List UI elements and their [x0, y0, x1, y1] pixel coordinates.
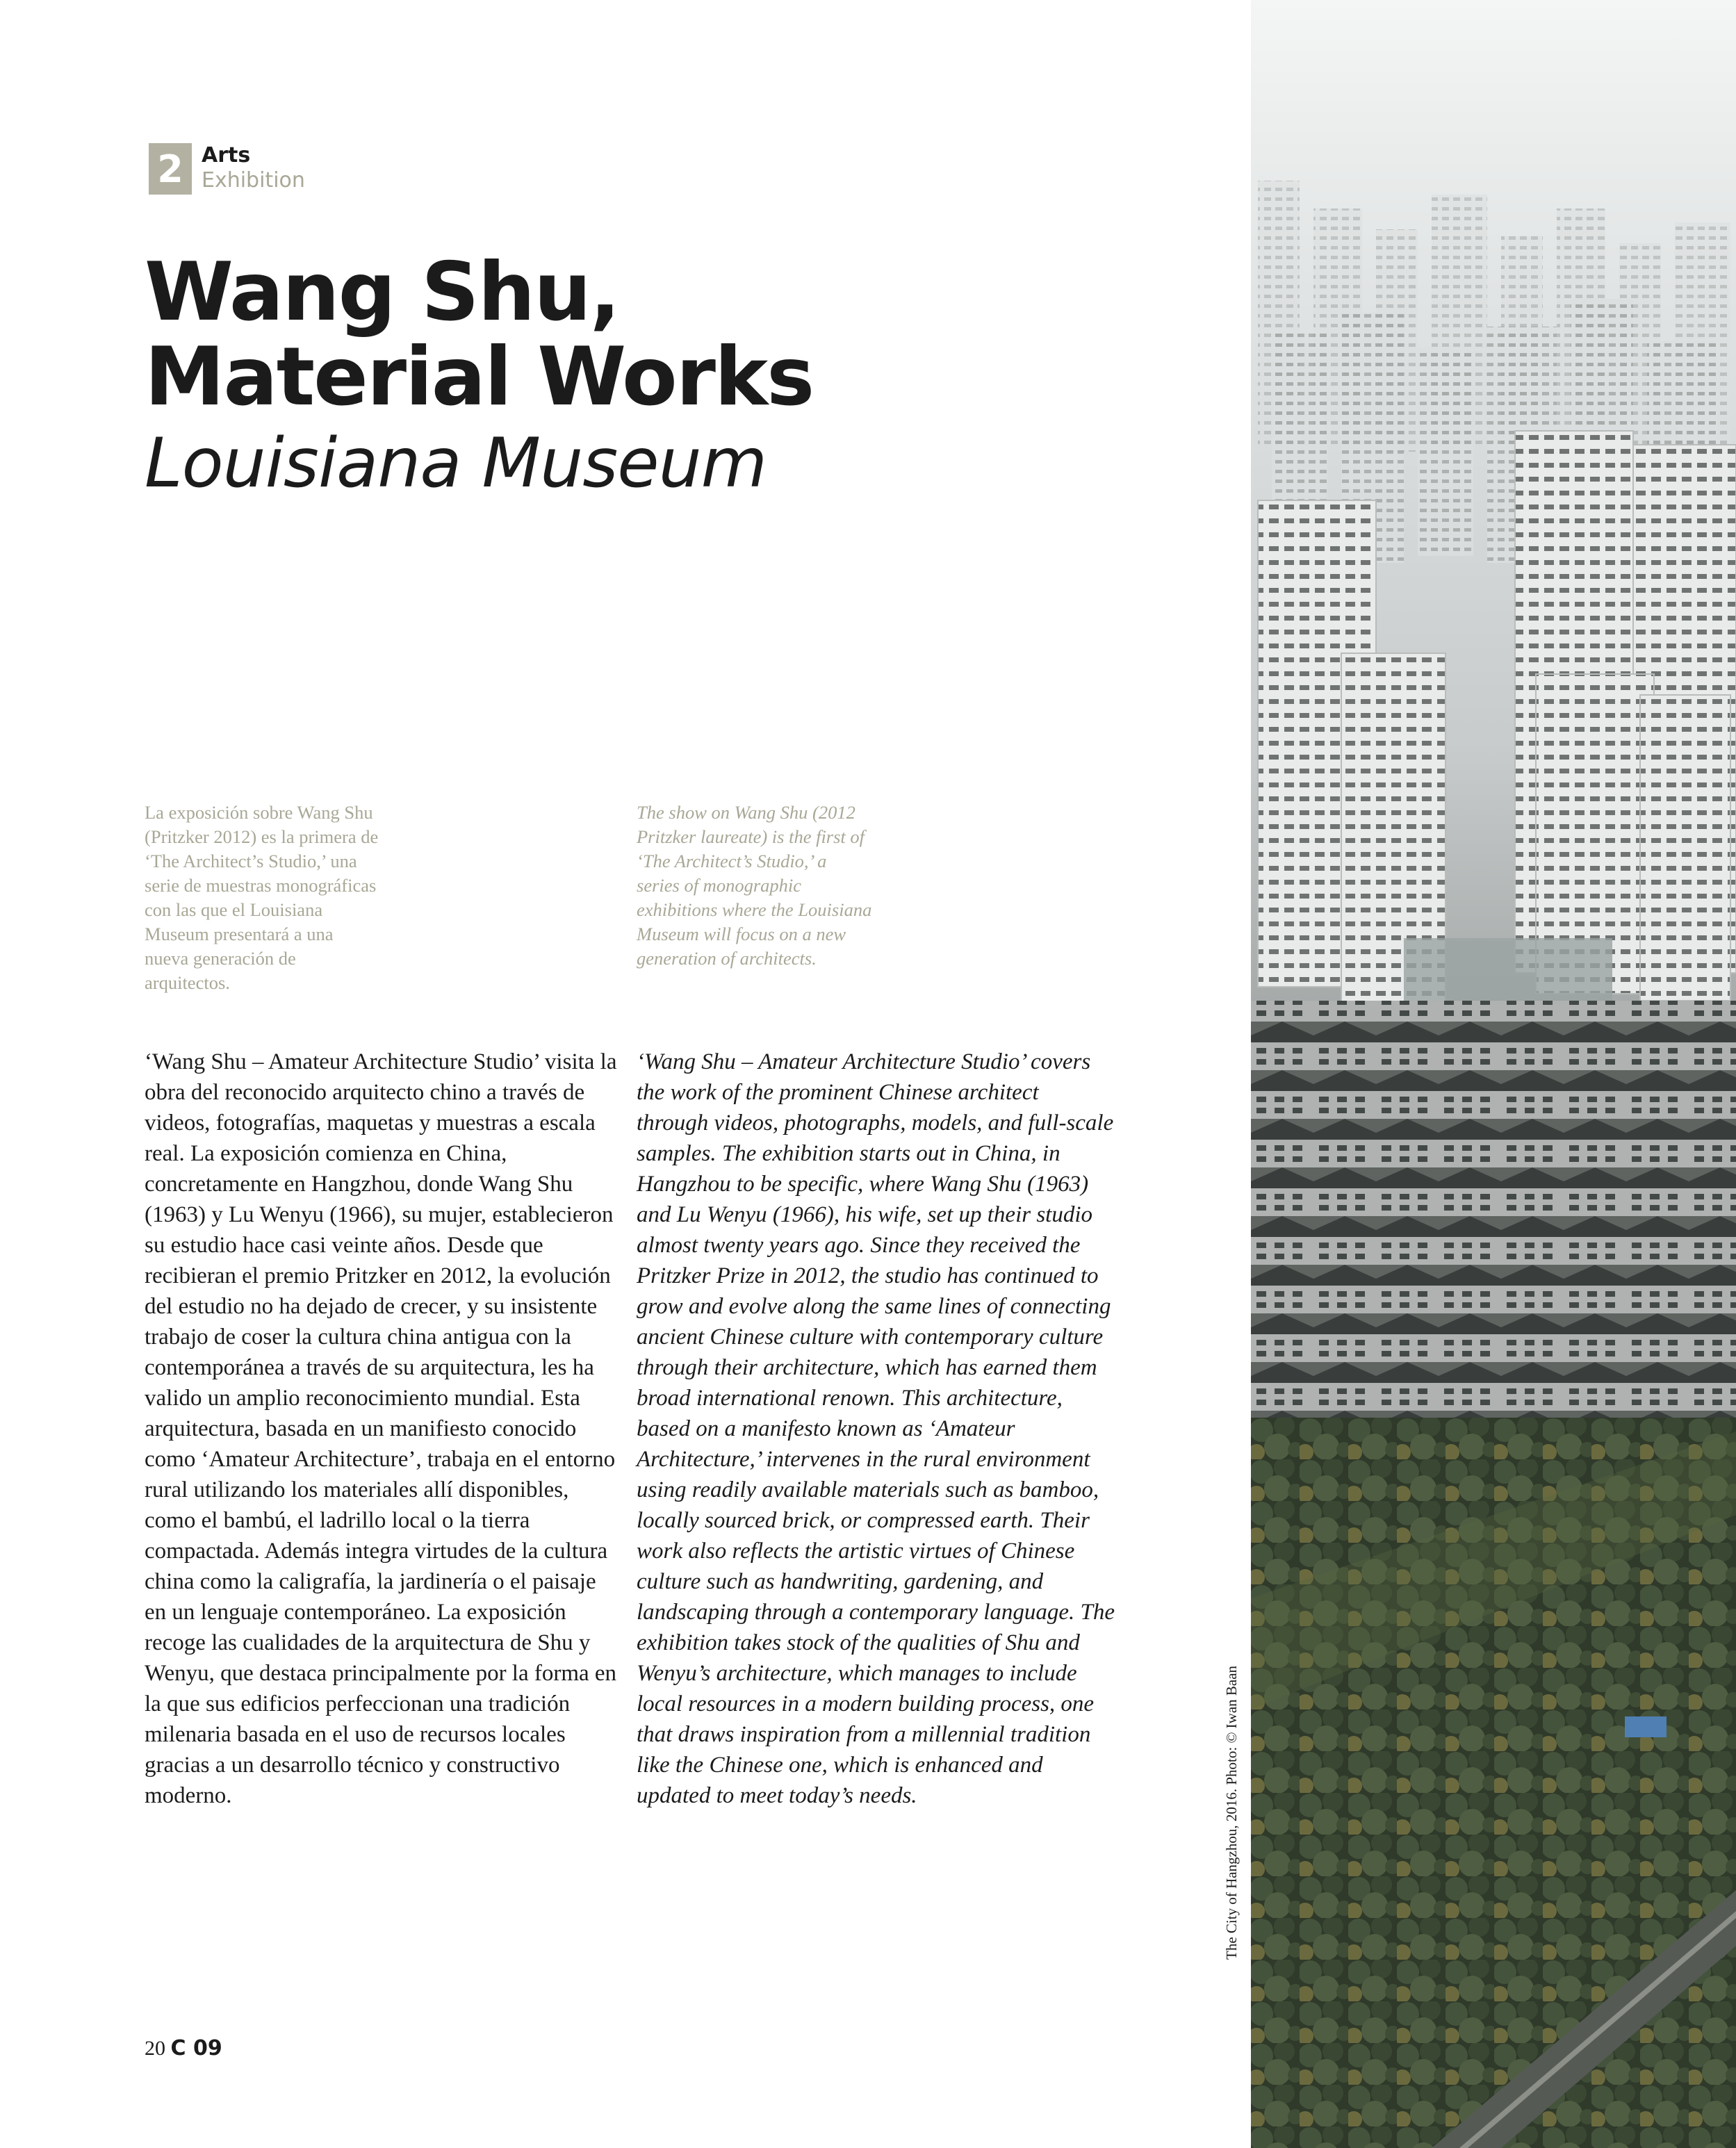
- title-line-2: Material Works: [145, 330, 814, 424]
- section-number: 2: [149, 143, 192, 195]
- intro-spanish: [145, 801, 381, 995]
- section-subcategory: Exhibition: [202, 168, 305, 192]
- title-subtitle: Louisiana Museum: [145, 424, 767, 503]
- magazine-issue: C 09: [170, 2036, 222, 2060]
- section-marker: [149, 143, 305, 195]
- body-spanish-text: ‘Wang Shu – Amateur Architecture Studio’ visita la obra del reconocido arquitecto chino a través de videos, fotografías, maquetas y muestras a escala real. La exposición comienza en China, concretamente en Hangzhou, donde Wang Shu (1963) y Lu Wenyu (1966), su mujer, establecieron su estudio hace casi veinte años. Desde que recibieran el premio Pritzker en 2012, la evolución del estudio no ha dejado de crecer, y su insistente trabajo de coser la cultura china antigua con la contemporánea a través de su arquitectura, les ha valido un amplio reconocimiento mundial. Esta arquitectura, basada en un manifiesto conocido como ‘Amateur Architecture’, trabaja en el entorno rural utilizando los materiales allí disponibles, como el bambú, el ladrillo local o la tierra compactada. Además integra virtudes de la cultura china como la caligrafía, la jardinería o el paisaje en un lenguaje contemporáneo. La exposición recoge las cualidades de la arquitectura de Shu y Wenyu, que destaca principalmente por la forma en la que sus edificios perfeccionan una tradición milenaria basada en el uso de recursos locales gracias a un desarrollo técnico y constructivo moderno.: [145, 1049, 617, 1808]
- section-category: Arts: [202, 143, 251, 167]
- intro-english: [637, 801, 873, 971]
- page-footer: [145, 2036, 222, 2060]
- title-line-1: Wang Shu,: [145, 245, 619, 339]
- intro-english-text: The show on Wang Shu (2012 Pritzker laureate) is the first of ‘The Architect’s Studio,’ a series of monographic exhibitions where the Louisiana Museum will focus on a new generation of architects.: [637, 802, 872, 969]
- photo-caption: The City of Hangzhou, 2016. Photo: © Iwan Baan: [1223, 1665, 1240, 1960]
- intro-spanish-text: La exposición sobre Wang Shu (Pritzker 2012) es la primera de ‘The Architect’s Studio,’ una serie de muestras monográficas con las que el Louisiana Museum presentará a una nueva generación de arquitectos.: [145, 802, 379, 993]
- body-spanish: [145, 1047, 617, 1811]
- city-photo: [1251, 0, 1736, 2148]
- city-photo-illustration: [1251, 0, 1736, 2148]
- body-english: [637, 1047, 1116, 1811]
- section-labels: [202, 143, 305, 193]
- page-number: 20: [145, 2037, 165, 2060]
- article-title: [145, 245, 814, 507]
- body-english-text: ‘Wang Shu – Amateur Architecture Studio’ covers the work of the prominent Chinese architect through videos, photographs, models, and full-scale samples. The exhibition starts out in China, in Hangzhou to be specific, where Wang Shu (1963) and Lu Wenyu (1966), his wife, set up their studio almost twenty years ago. Since they received the Pritzker Prize in 2012, the studio has continued to grow and evolve along the same lines of connecting ancient Chinese culture with contemporary culture through their architecture, which has earned them broad international renown. This architecture, based on a manifesto known as ‘Amateur Architecture,’ intervenes in the rural environment using readily available materials such as bamboo, locally sourced brick, or compressed earth. Their work also reflects the artistic virtues of Chinese culture such as handwriting, gardening, and landscaping through a contemporary language. The exhibition takes stock of the qualities of Shu and Wenyu’s architecture, which manages to include local resources in a modern building process, one that draws inspiration from a millennial tradition like the Chinese one, which is enhanced and updated to meet today’s needs.: [637, 1049, 1115, 1808]
